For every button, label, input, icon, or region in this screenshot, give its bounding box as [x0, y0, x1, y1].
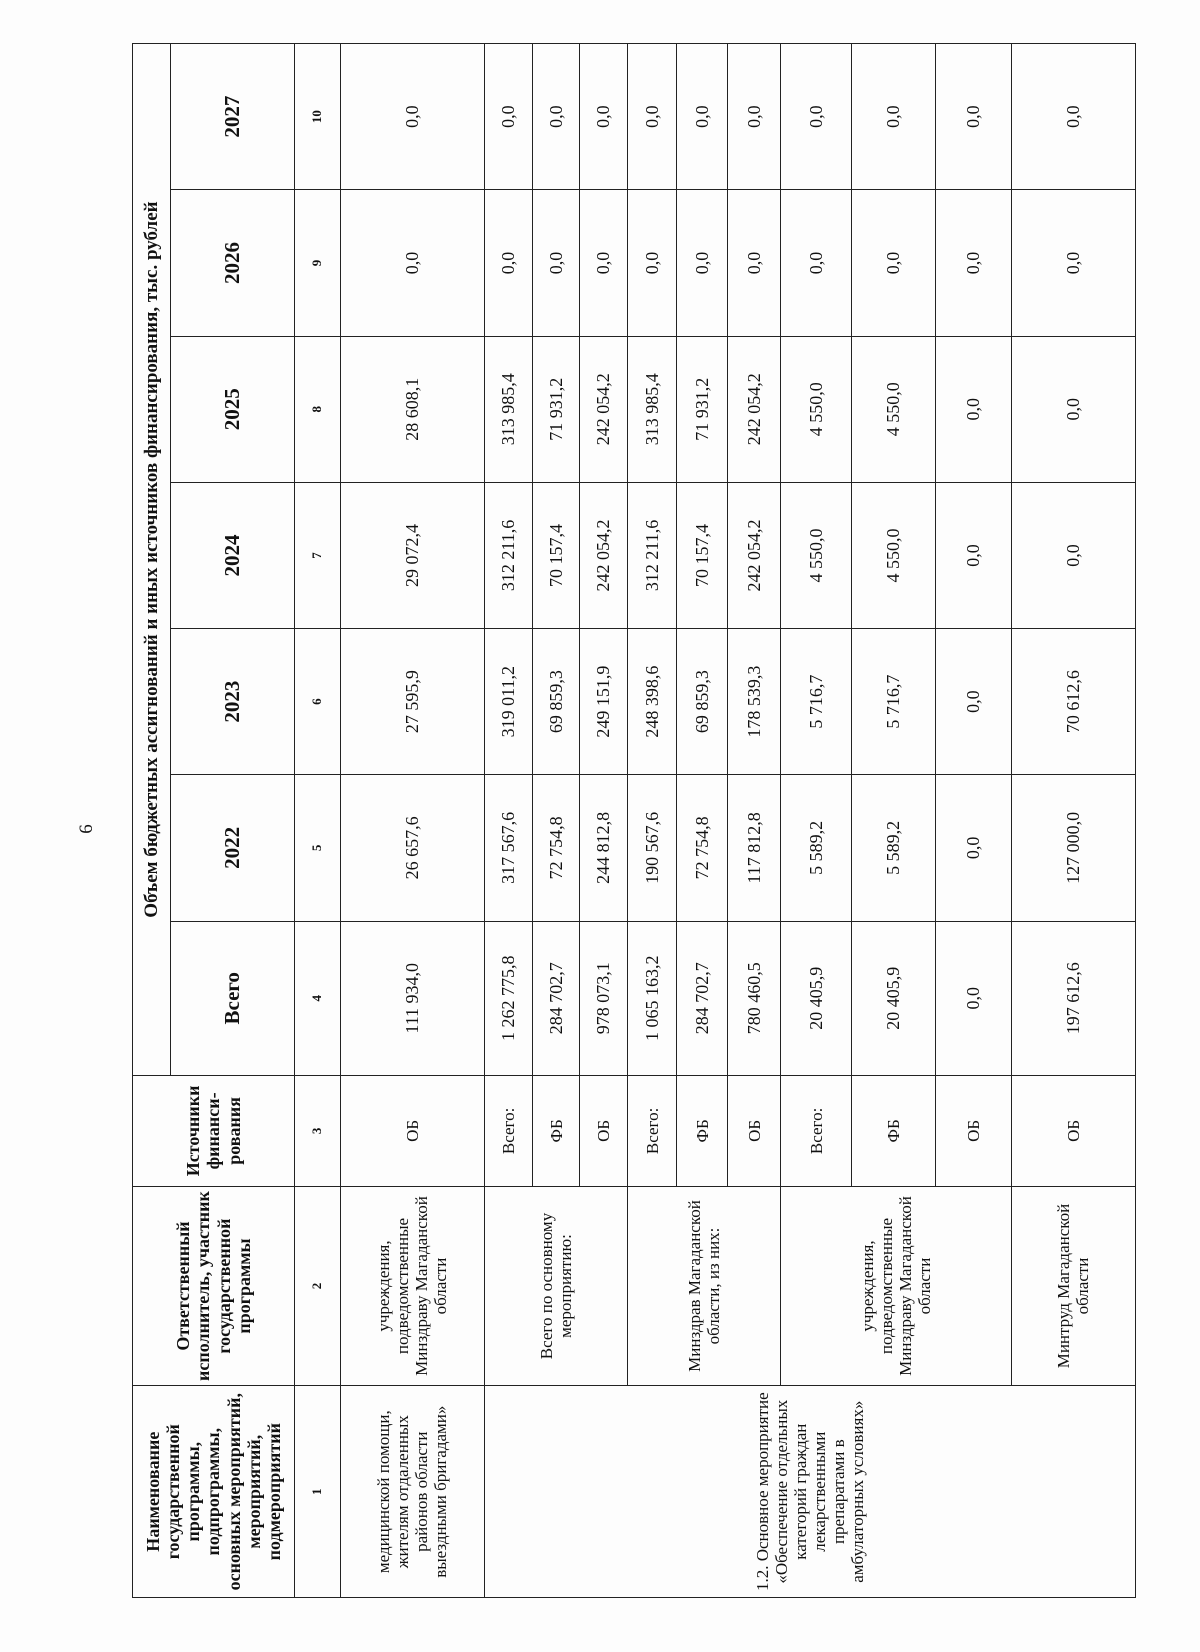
- value-cell: 0,0: [852, 190, 936, 336]
- header-funding-volume: Объем бюджетных ассигнований и иных источников финансирования, тыс. рублей: [133, 44, 171, 1076]
- value-cell: 0,0: [340, 44, 484, 190]
- value-cell: 978 073,1: [579, 921, 627, 1076]
- value-cell: 71 931,2: [677, 336, 728, 482]
- value-cell: 5 589,2: [852, 775, 936, 921]
- table-row: [340, 44, 484, 1598]
- value-cell: 319 011,2: [484, 629, 532, 775]
- column-index: 2: [295, 1186, 341, 1386]
- column-index: 6: [295, 629, 341, 775]
- funding-source-cell: Всего:: [628, 1076, 677, 1187]
- funding-source-cell: ОБ: [728, 1076, 781, 1187]
- value-cell: 69 859,3: [677, 629, 728, 775]
- value-cell: 20 405,9: [781, 921, 852, 1076]
- header-year-2024: 2024: [171, 482, 295, 628]
- value-cell: 312 211,6: [628, 482, 677, 628]
- value-cell: 249 151,9: [579, 629, 627, 775]
- value-cell: 26 657,6: [340, 775, 484, 921]
- funding-table: [132, 43, 1136, 1598]
- table-row: [1011, 44, 1135, 1598]
- funding-source-cell: ОБ: [579, 1076, 627, 1187]
- value-cell: 0,0: [781, 44, 852, 190]
- value-cell: 4 550,0: [852, 482, 936, 628]
- column-index-row: [295, 44, 341, 1598]
- value-cell: 28 608,1: [340, 336, 484, 482]
- table-row: [781, 44, 852, 1598]
- institutions-label-cell: учреждения, подведомственные Минздраву Магаданской области: [781, 1186, 1011, 1386]
- value-cell: 27 595,9: [340, 629, 484, 775]
- value-cell: 244 812,8: [579, 775, 627, 921]
- value-cell: 0,0: [1011, 482, 1135, 628]
- value-cell: 70 612,6: [1011, 629, 1135, 775]
- value-cell: 0,0: [935, 482, 1011, 628]
- funding-source-cell: ОБ: [1011, 1076, 1135, 1187]
- value-cell: 117 812,8: [728, 775, 781, 921]
- value-cell: 0,0: [935, 336, 1011, 482]
- value-cell: 0,0: [579, 190, 627, 336]
- value-cell: 0,0: [484, 44, 532, 190]
- value-cell: 0,0: [533, 190, 580, 336]
- header-year-2022: 2022: [171, 775, 295, 921]
- table-row: [484, 44, 532, 1598]
- value-cell: 0,0: [935, 190, 1011, 336]
- value-cell: 0,0: [628, 190, 677, 336]
- column-index: 3: [295, 1076, 341, 1187]
- value-cell: 0,0: [935, 44, 1011, 190]
- value-cell: 29 072,4: [340, 482, 484, 628]
- funding-source-cell: Всего:: [484, 1076, 532, 1187]
- value-cell: 0,0: [484, 190, 532, 336]
- header-total: Всего: [171, 921, 295, 1076]
- value-cell: 312 211,6: [484, 482, 532, 628]
- value-cell: 127 000,0: [1011, 775, 1135, 921]
- value-cell: 1 262 775,8: [484, 921, 532, 1076]
- value-cell: 0,0: [852, 44, 936, 190]
- value-cell: 0,0: [781, 190, 852, 336]
- header-executor: Ответственный исполнитель, участник государственной программы: [133, 1186, 295, 1386]
- executor-cell: учреждения, подведомственные Минздраву Магаданской области: [340, 1186, 484, 1386]
- header-year-2027: 2027: [171, 44, 295, 190]
- main-activity-name-cell: 1.2. Основное мероприятие «Обеспечение отдельных категорий граждан лекарственными препаратами в амбулаторных условиях»: [484, 1386, 1135, 1598]
- value-cell: 4 550,0: [781, 482, 852, 628]
- value-cell: 20 405,9: [852, 921, 936, 1076]
- value-cell: 284 702,7: [677, 921, 728, 1076]
- value-cell: 0,0: [935, 921, 1011, 1076]
- program-name-cell: медицинской помощи, жителям отдаленных районов области выездными бригадами»: [340, 1386, 484, 1598]
- value-cell: 5 716,7: [852, 629, 936, 775]
- value-cell: 190 567,6: [628, 775, 677, 921]
- value-cell: 70 157,4: [533, 482, 580, 628]
- value-cell: 4 550,0: [781, 336, 852, 482]
- value-cell: 0,0: [579, 44, 627, 190]
- funding-source-cell: Всего:: [781, 1076, 852, 1187]
- value-cell: 0,0: [935, 629, 1011, 775]
- value-cell: 0,0: [935, 775, 1011, 921]
- value-cell: 0,0: [340, 190, 484, 336]
- column-index: 1: [295, 1386, 341, 1598]
- value-cell: 248 398,6: [628, 629, 677, 775]
- value-cell: 111 934,0: [340, 921, 484, 1076]
- header-year-2026: 2026: [171, 190, 295, 336]
- value-cell: 0,0: [677, 44, 728, 190]
- funding-source-cell: ФБ: [677, 1076, 728, 1187]
- value-cell: 0,0: [1011, 336, 1135, 482]
- header-program-name: Наименование государственной программы, подпрограммы, основных мероприятий, мероприятий, подмероприятий: [133, 1386, 295, 1598]
- value-cell: 0,0: [628, 44, 677, 190]
- value-cell: 4 550,0: [852, 336, 936, 482]
- value-cell: 0,0: [677, 190, 728, 336]
- value-cell: 317 567,6: [484, 775, 532, 921]
- value-cell: 0,0: [728, 190, 781, 336]
- value-cell: 0,0: [1011, 190, 1135, 336]
- header-year-2025: 2025: [171, 336, 295, 482]
- value-cell: 197 612,6: [1011, 921, 1135, 1076]
- column-index: 10: [295, 44, 341, 190]
- value-cell: 0,0: [1011, 44, 1135, 190]
- column-index: 9: [295, 190, 341, 336]
- page-number: 6: [75, 824, 97, 834]
- total-label-cell: Всего по основному мероприятию:: [484, 1186, 627, 1386]
- value-cell: 284 702,7: [533, 921, 580, 1076]
- value-cell: 1 065 163,2: [628, 921, 677, 1076]
- table-row: [628, 44, 677, 1598]
- value-cell: 72 754,8: [677, 775, 728, 921]
- value-cell: 5 589,2: [781, 775, 852, 921]
- value-cell: 5 716,7: [781, 629, 852, 775]
- column-index: 7: [295, 482, 341, 628]
- value-cell: 0,0: [728, 44, 781, 190]
- value-cell: 69 859,3: [533, 629, 580, 775]
- value-cell: 0,0: [533, 44, 580, 190]
- column-index: 8: [295, 336, 341, 482]
- value-cell: 242 054,2: [728, 482, 781, 628]
- value-cell: 242 054,2: [728, 336, 781, 482]
- funding-source-cell: ОБ: [935, 1076, 1011, 1187]
- funding-source-cell: ФБ: [852, 1076, 936, 1187]
- value-cell: 70 157,4: [677, 482, 728, 628]
- value-cell: 313 985,4: [628, 336, 677, 482]
- value-cell: 313 985,4: [484, 336, 532, 482]
- value-cell: 780 460,5: [728, 921, 781, 1076]
- header-year-2023: 2023: [171, 629, 295, 775]
- header-funding-source: Источники финанси-рования: [133, 1076, 295, 1187]
- minzdrav-label-cell: Минздрав Магаданской области, из них:: [628, 1186, 781, 1386]
- value-cell: 72 754,8: [533, 775, 580, 921]
- value-cell: 71 931,2: [533, 336, 580, 482]
- funding-table-container: [132, 43, 1136, 1598]
- column-index: 4: [295, 921, 341, 1076]
- value-cell: 178 539,3: [728, 629, 781, 775]
- funding-source-cell: ФБ: [533, 1076, 580, 1187]
- value-cell: 242 054,2: [579, 336, 627, 482]
- column-index: 5: [295, 775, 341, 921]
- mintrud-label-cell: Минтруд Магаданской области: [1011, 1186, 1135, 1386]
- value-cell: 242 054,2: [579, 482, 627, 628]
- funding-source-cell: ОБ: [340, 1076, 484, 1187]
